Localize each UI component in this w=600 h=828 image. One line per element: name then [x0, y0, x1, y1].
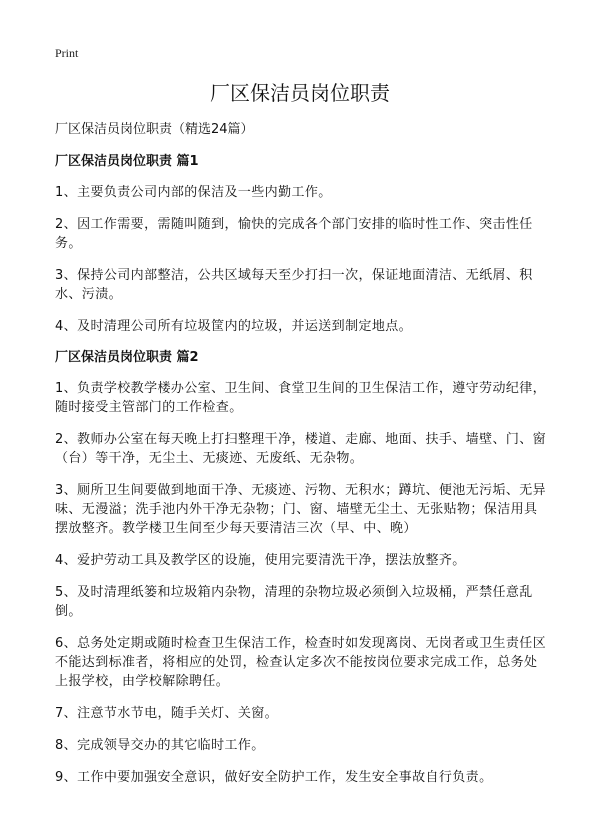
list-item: 9、工作中要加强安全意识，做好安全防护工作，发生安全事故自行负责。 — [55, 770, 493, 785]
document-subtitle: 厂区保洁员岗位职责（精选24篇） — [55, 122, 254, 137]
section-heading: 厂区保洁员岗位职责 篇1 — [55, 154, 199, 169]
list-item: 7、注意节水节电，随手关灯、关窗。 — [55, 706, 279, 721]
list-item: 5、及时清理纸篓和垃圾箱内杂物，清理的杂物垃圾必须倒入垃圾桶，严禁任意乱倒。 — [55, 585, 533, 619]
list-item: 1、负责学校教学楼办公室、卫生间、食堂卫生间的卫生保洁工作，遵守劳动纪律，随时接受主管部门的工作检查。 — [55, 381, 547, 415]
list-item: 1、主要负责公司内部的保洁及一些内勤工作。 — [55, 185, 332, 200]
list-item: 8、完成领导交办的其它临时工作。 — [55, 738, 265, 753]
document-title: 厂区保洁员岗位职责 — [210, 81, 390, 105]
section-heading: 厂区保洁员岗位职责 篇2 — [55, 350, 199, 365]
list-item: 3、厕所卫生间要做到地面干净、无痰迹、污物、无积水；蹲坑、便池无污垢、无异味、无漫溢；洗手池内外干净无杂物；门、窗、墙壁无尘土、无张贴物；保洁用具摆放整齐。教学楼卫生间至少每天要清洁三次（早、中、晚） — [55, 483, 547, 536]
list-item: 4、爱护劳动工具及教学区的设施，使用完要清洗干净，摆法放整齐。 — [55, 553, 466, 568]
print-label: Print — [55, 46, 79, 60]
list-item: 6、总务处定期或随时检查卫生保洁工作，检查时如发现离岗、无岗者或卫生责任区不能达到标准者，将相应的处罚，检查认定多次不能按岗位要求完成工作，总务处上报学校，由学校解除聘任。 — [55, 636, 547, 689]
document-body — [55, 121, 550, 800]
list-item: 3、保持公司内部整洁，公共区域每天至少打扫一次，保证地面清洁、无纸屑、积水、污渍。 — [55, 268, 533, 302]
section-2 — [55, 349, 550, 787]
list-item: 4、及时清理公司所有垃圾筐内的垃圾，并运送到制定地点。 — [55, 319, 413, 334]
list-item: 2、因工作需要，需随叫随到，愉快的完成各个部门安排的临时性工作、突击性任务。 — [55, 217, 533, 251]
section-1 — [55, 153, 550, 336]
list-item: 2、教师办公室在每天晚上打扫整理干净，楼道、走廊、地面、扶手、墙壁、门、窗（台）等干净，无尘土、无痰迹、无废纸、无杂物。 — [55, 432, 547, 466]
